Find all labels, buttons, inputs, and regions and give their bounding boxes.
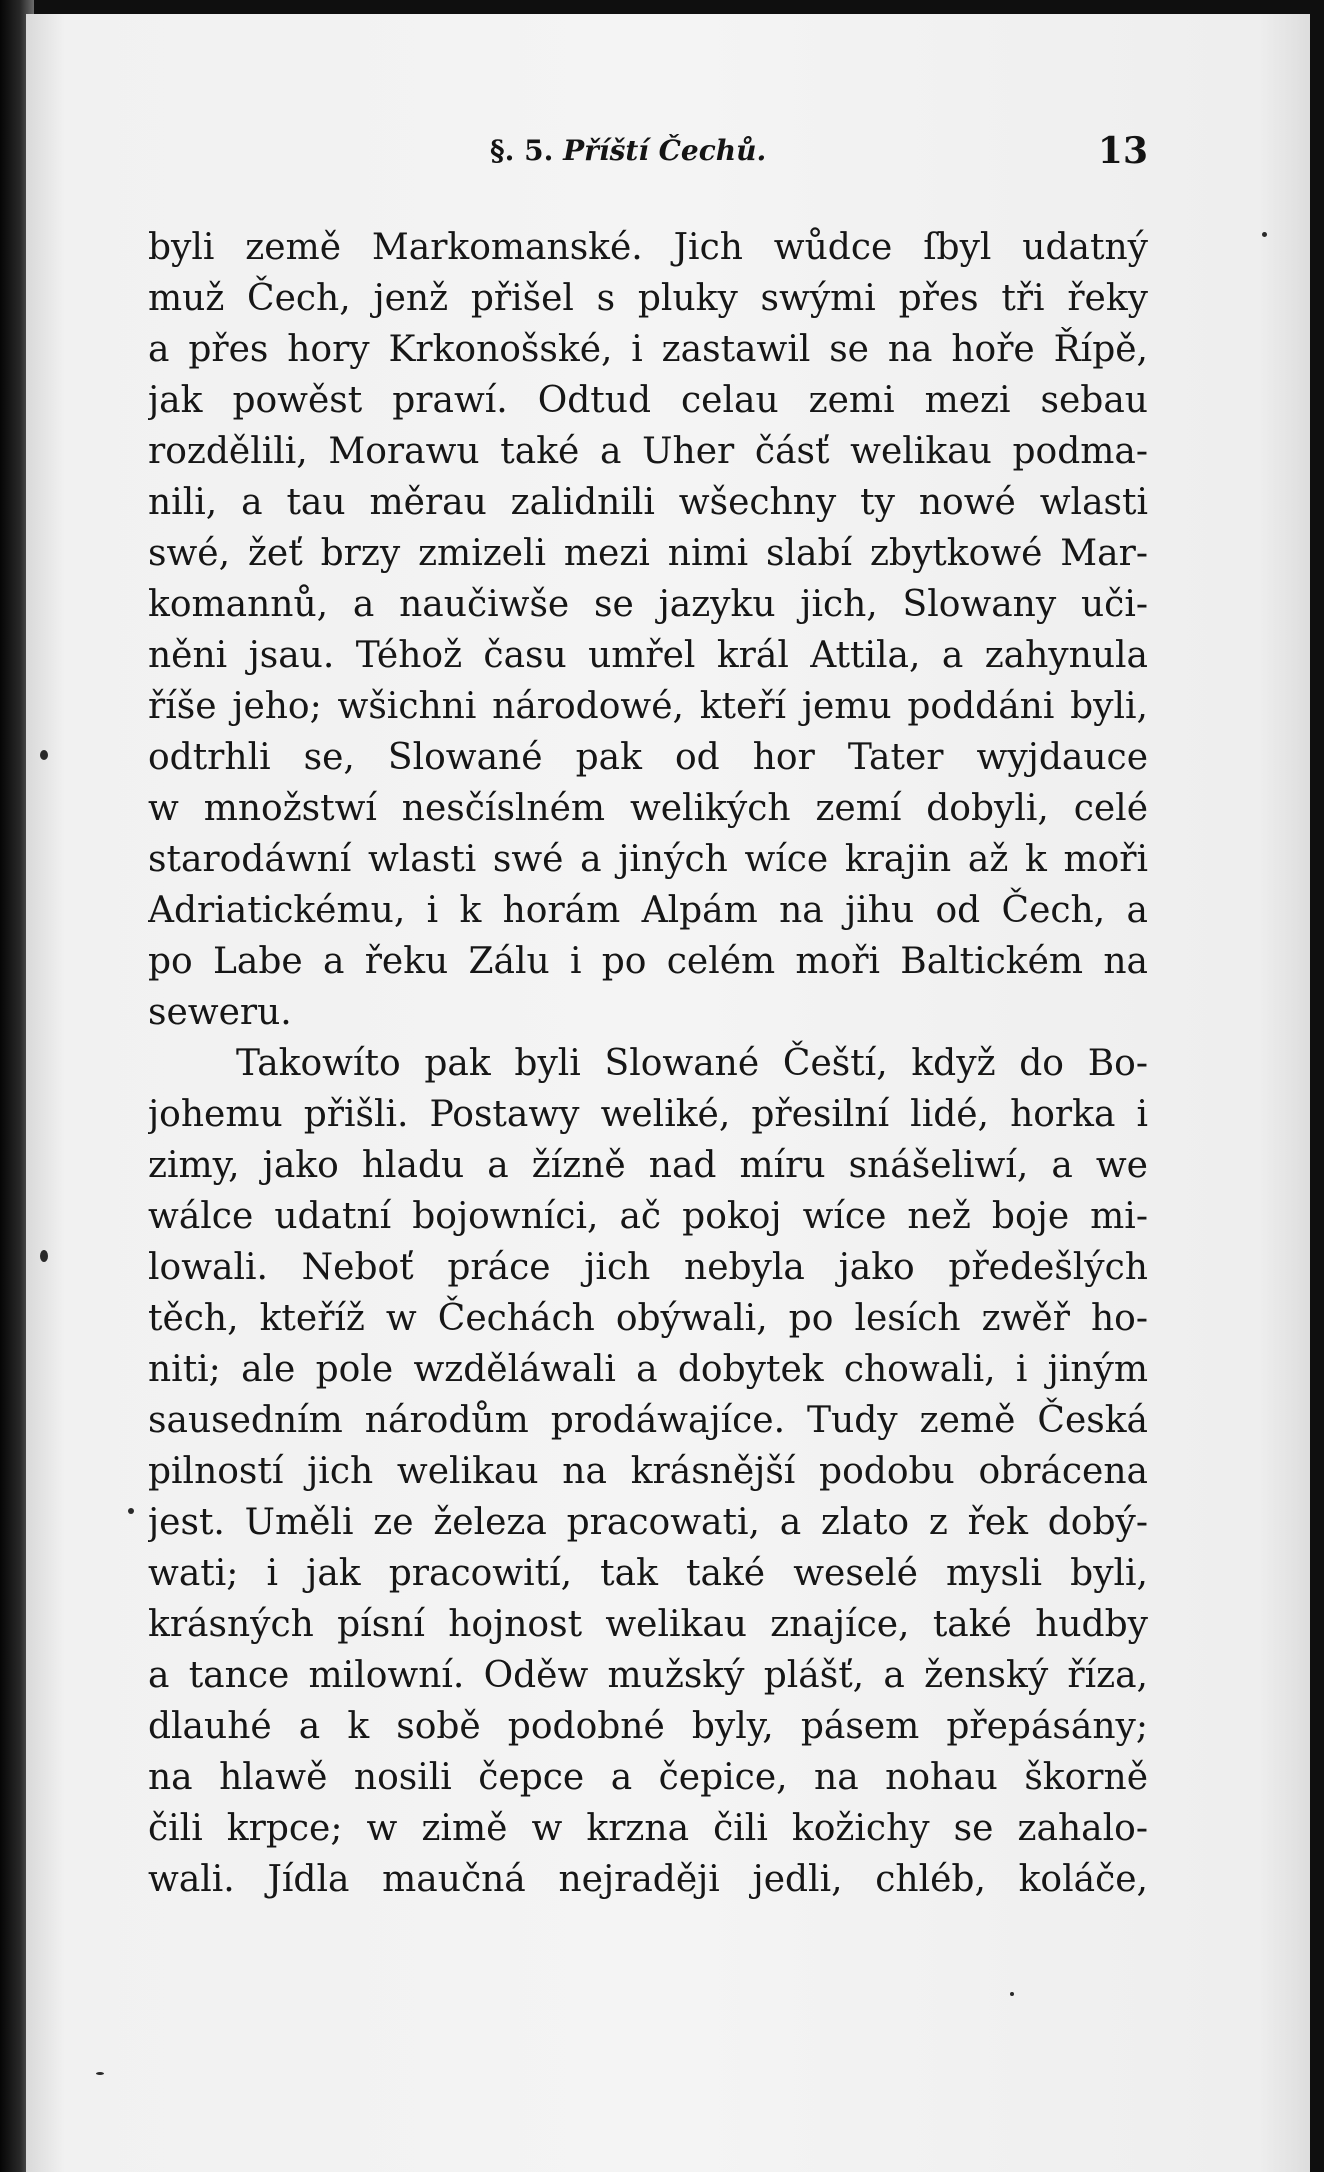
text-line: odtrhli se, Slowané pak od hor Tater wyjdauce [148, 737, 1148, 778]
text-line: sausedním národům prodáwajíce. Tudy země Česká [148, 1400, 1148, 1441]
body-text [148, 222, 1148, 1905]
text-line: nili, a tau měrau zalidnili wšechny ty nowé wlasti [148, 482, 1148, 523]
running-head [490, 134, 766, 167]
text-line: zimy, jako hladu a žízně nad míru snášeliwí, a we [148, 1145, 1148, 1186]
chapter-title: Příští Čechů. [563, 134, 767, 167]
text-line: wati; i jak pracowití, tak také weselé mysli byli, [148, 1553, 1148, 1594]
text-line: něni jsau. Téhož času umřel král Attila, a zahynula [148, 635, 1148, 676]
text-line: johemu přišli. Postawy weliké, přesilní lidé, horka i [148, 1094, 1148, 1135]
text-line: muž Čech, jenž přišel s pluky swými přes tři řeky [148, 278, 1148, 319]
page-number: 13 [1097, 130, 1148, 172]
text-line: krásných písní hojnost welikau znajíce, také hudby [148, 1604, 1148, 1645]
scan-speck [96, 2072, 104, 2075]
text-line: niti; ale pole wzděláwali a dobytek chowali, i jiným [148, 1349, 1148, 1390]
text-line: a tance milowní. Oděw mužský plášť, a ženský říza, [148, 1655, 1148, 1696]
text-line: pilností jich welikau na krásnější podobu obrácena [148, 1451, 1148, 1492]
paragraph-start-line: Takowíto pak byli Slowané Čeští, když do Bo- [236, 1043, 1148, 1084]
text-line: čili krpce; w zimě w krzna čili kožichy se zahalo- [148, 1808, 1148, 1849]
text-line: komannů, a naučiwše se jazyku jich, Slowany uči- [148, 584, 1148, 625]
scan-speck [40, 1250, 48, 1262]
section-mark: §. 5. [490, 134, 554, 167]
scan-speck [1262, 232, 1267, 237]
text-line: byli země Markomanské. Jich wůdce ſbyl udatný [148, 227, 1148, 268]
text-line: po Labe a řeku Zálu i po celém moři Baltickém na [148, 941, 1148, 982]
text-line: a přes hory Krkonošské, i zastawil se na hoře Řípě, [148, 329, 1148, 370]
text-line: dlauhé a k sobě podobné byly, pásem přepásány; [148, 1706, 1148, 1747]
text-line: těch, kteříž w Čechách obýwali, po lesích zwěř ho- [148, 1298, 1148, 1339]
scan-speck [1010, 1992, 1014, 1996]
scan-speck [128, 1508, 134, 1514]
text-line: Adriatickému, i k horám Alpám na jihu od Čech, a [148, 890, 1148, 931]
scan-speck [40, 750, 48, 760]
text-line: lowali. Neboť práce jich nebyla jako předešlých [148, 1247, 1148, 1288]
text-line: swé, žeť brzy zmizeli mezi nimi slabí zbytkowé Mar- [148, 533, 1148, 574]
text-line: rozdělili, Morawu také a Uher čásť welikau podma- [148, 431, 1148, 472]
text-line: wálce udatní bojowníci, ač pokoj wíce než boje mi- [148, 1196, 1148, 1237]
text-line: w množstwí nesčíslném welikých zemí dobyli, celé [148, 788, 1148, 829]
text-line: jest. Uměli ze železa pracowati, a zlato z řek dobý- [148, 1502, 1148, 1543]
text-line: říše jeho; wšichni národowé, kteří jemu poddáni byli, [148, 686, 1148, 727]
text-line: starodáwní wlasti swé a jiných wíce krajin až k moři [148, 839, 1148, 880]
paragraph-end-line: seweru. [148, 992, 292, 1033]
text-line: na hlawě nosili čepce a čepice, na nohau škorně [148, 1757, 1148, 1798]
running-header [148, 130, 1148, 186]
text-line: wali. Jídla maučná nejraději jedli, chléb, koláče, [148, 1859, 1148, 1900]
text-line: jak powěst prawí. Odtud celau zemi mezi sebau [148, 380, 1148, 421]
